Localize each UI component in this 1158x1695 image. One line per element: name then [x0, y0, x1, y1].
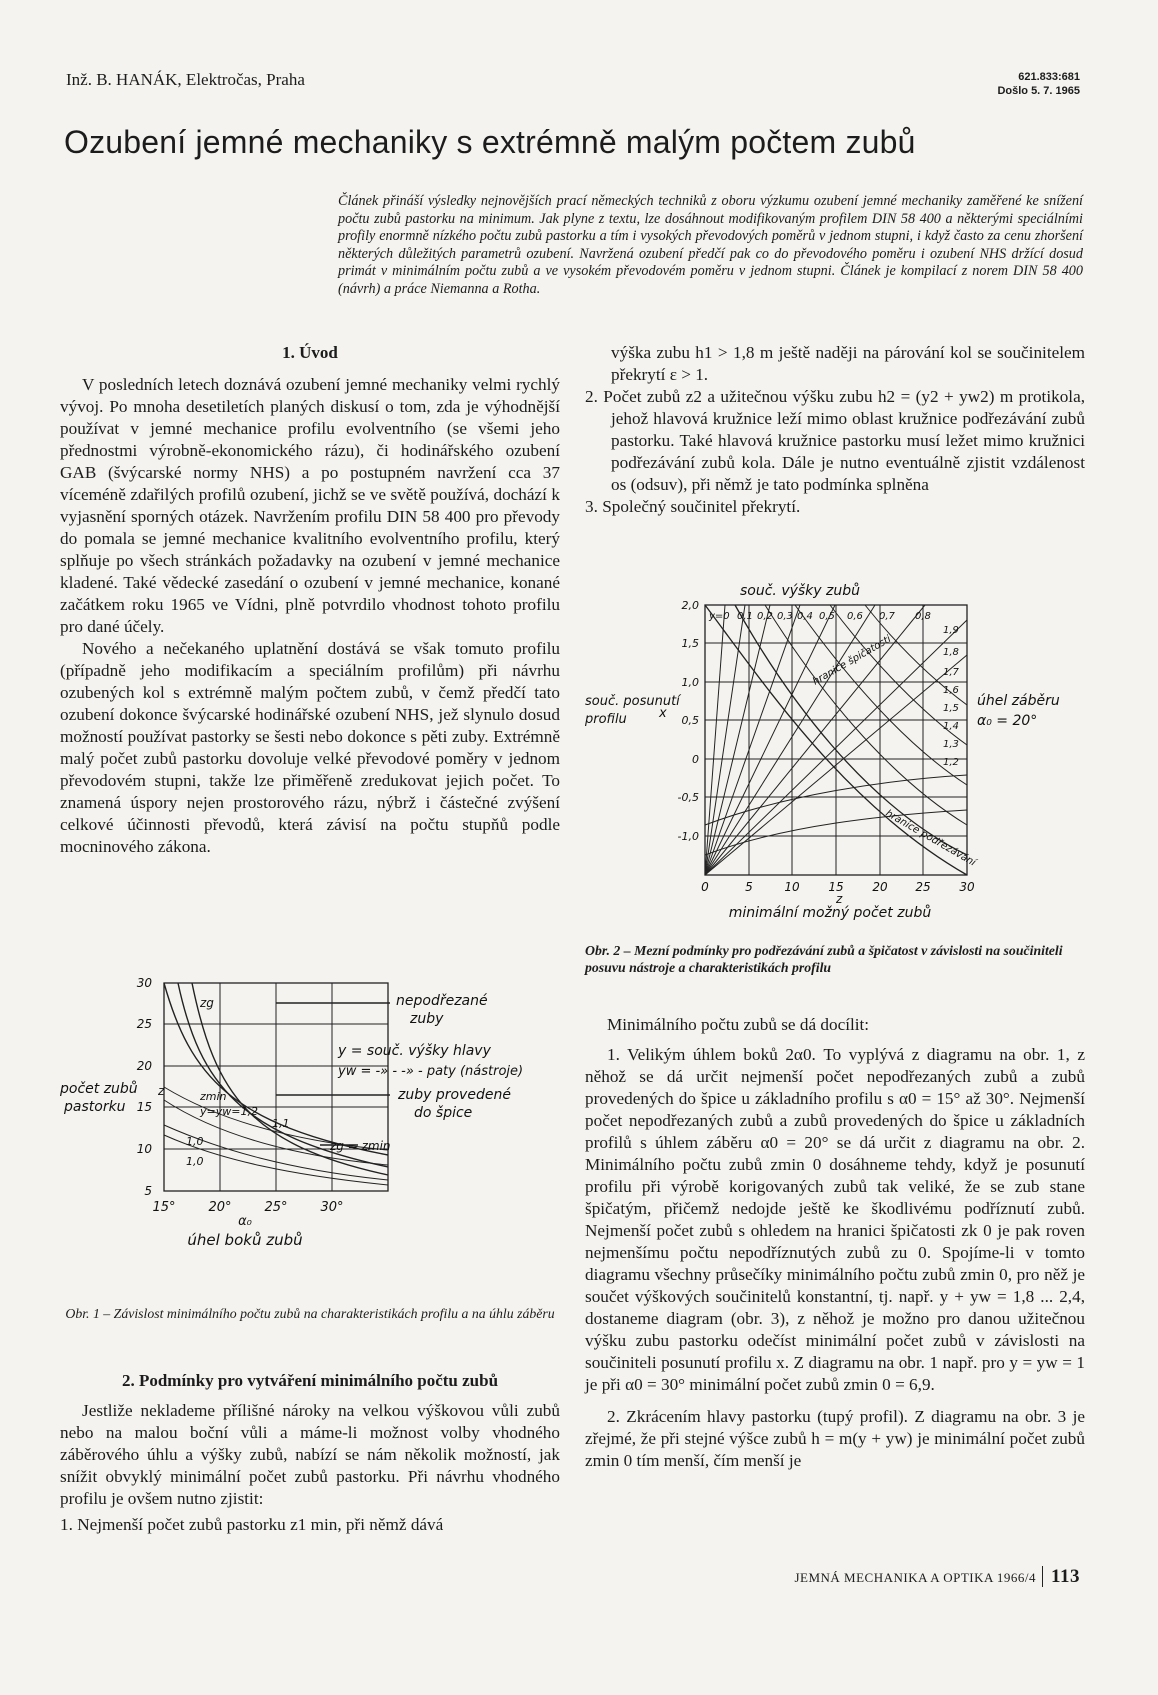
f1-note-y2: yw = -» - -» - paty (nástroje) — [338, 1064, 524, 1079]
section-2-heading: 2. Podmínky pro vytváření minimálního počtu zubů — [121, 1371, 499, 1390]
figure-2 — [585, 575, 1085, 920]
classification-block — [997, 70, 1080, 98]
f1-x-label: úhel boků zubů — [187, 1231, 303, 1249]
f2-xtick-5: 5 — [745, 880, 753, 894]
f2-right-value-4: 1,5 — [943, 703, 959, 714]
f2-ytick-0-5: 0,5 — [681, 714, 699, 727]
f2-y-label-2: profilu — [585, 712, 627, 727]
f2-ytick-neg-0-5: -0,5 — [677, 791, 699, 804]
item-1-continued: výška zubu h1 > 1,8 m ještě naději na párování kol se součinitelem překrytí ε > 1. — [611, 343, 1085, 384]
f2-y-label-1: souč. posunutí — [585, 694, 680, 709]
f2-top-value-7: 0,7 — [879, 611, 895, 622]
f1-ytick-5: 5 — [144, 1184, 152, 1198]
item-2: 2. Počet zubů z2 a užitečnou výšku zubu h2 = (y2 + yw2) m protikola, jehož hlavová kružnice leží mimo oblast kružnice podřezávání zubů pastorku. Také hlavová kružnice pastorku musí ležet mimo kružnici podřezávání zubů kola. Dále je nutno eventuálně zjistit vzdálenost os (odsuv), při němž je tato podmínka splněna — [585, 387, 1085, 494]
f1-curve-label-3: 1,0 — [186, 1155, 204, 1168]
f1-xtick-20: 20° — [208, 1200, 232, 1215]
f1-note-y1: y = souč. výšky hlavy — [338, 1043, 491, 1059]
item-3: 3. Společný součinitel překrytí. — [585, 497, 801, 516]
f1-xtick-15: 15° — [152, 1200, 176, 1215]
f2-top-value-4: 0,4 — [797, 611, 813, 622]
f1-zg: zg — [200, 996, 214, 1010]
section-1-paragraph-1: V posledních letech doznává ozubení jemné mechaniky velmi rychlý vývoj. Po mnoha desetiletích planých diskusí o tom, zda je výhodnější používat v jemné mechanice profilu evolventního (se všemi jeho přednostmi výrobně-ekonomického rázu), či hodinářského ozubení GAB (švýcarské normy NHS) a po postupném navržení cca 37 víceméně zdařilých profilů ozubení, jichž se ve světě používá, dochází k vyjasnění sporných otázek. Navržením profilu DIN 58 400 pro převody do pomala se jemné mechanice kvalitního evolventního profilu, který splňuje po všech stránkách požadavky na ozubení v jemné mechanice kladené. Také vědecké zasedání o ozubení v jemné mechanice, konané začátkem roku 1965 ve Vídni, plně potvrdilo vhodnost tohoto profilu pro dané účely. — [60, 375, 560, 636]
f1-y-label-1: počet zubů — [60, 1081, 138, 1097]
f2-top-value-6: 0,6 — [847, 611, 863, 622]
f1-curve-label-1: 1,1 — [272, 1117, 290, 1130]
f1-note-spice-1: zuby provedené — [398, 1087, 511, 1103]
f1-zg-zmin: zg = zmin — [330, 1139, 391, 1153]
f2-right-value-2: 1,7 — [943, 667, 959, 678]
section-2-paragraph-1: Jestliže neklademe přílišné nároky na velkou výškovou vůli zubů nebo na malou boční vůli a máme-li možnost volby vhodného záběrového úhlu a výšky zubů, nabízí se nám několik možností, jak snížit obvyklý minimální počet zubů pastorku. Při návrhu vhodného profilu je ovšem nutno zjistit: — [60, 1401, 560, 1508]
f1-ytick-30: 30 — [136, 976, 152, 990]
f1-ytick-25: 25 — [136, 1017, 152, 1031]
f1-xtick-30: 30° — [320, 1200, 344, 1215]
method-1: 1. Velikým úhlem boků 2α0. To vyplývá z diagramu na obr. 1, z něhož se dá určit nejmenší počet nepodřezaných zubů a zubů provedených do špice u základního profilu s α0 = 15° až 30°. Nejmenší počet nepodřezaných zubů a zubů provedených do špice u základních profilů s úhlem záběru α0 = 20° se dá určit z diagramu na obr. 2. Minimálního počtu zubů zmin 0 dosáhneme tehdy, když je posunutí profilu při výrobě korigovaných zubů tak veliké, že se zub stane špičatým, přičemž nedojde ještě ke škodlivému podříznutí zubů. Nejmenší počet zubů s ohledem na hranici špičatosti zk 0 je pak roven nejmenšímu počtu nepodříznutých zubů zu 0. Spojíme-li v tomto diagramu všechny průsečíky minimálního počtu zubů zmin 0, pro něž je součet výškových součinitelů konstantní, tj. např. y + yw = 1,8 ... 2,4, dostaneme diagram (obr. 3), z něhož je možno pro danou užitečnou výšku zubu pastorku odečíst minimální počet zubů v závislosti na součiniteli posunutí profilu x. Z diagramu na obr. 1 např. pro y = yw = 1 je při α0 = 30° minimální počet zubů zmin 0 = 6,9. — [585, 1045, 1085, 1394]
f2-right-value-1: 1,8 — [943, 647, 959, 658]
f1-ytick-15: 15 — [136, 1100, 152, 1114]
f2-x-label: minimální možný počet zubů — [728, 905, 932, 920]
figure-2-caption: Obr. 2 – Mezní podmínky pro podřezávání zubů a špičatost v závislosti na součiniteli posuvu nástroje a charakteristikách profilu — [585, 943, 1063, 975]
figure-1-chart — [60, 975, 570, 1280]
section-1-paragraph-2: Nového a nečekaného uplatnění dostává se však tomuto profilu (případně jeho modifikacím a speciálním profilům) při návrhu ozubených kol s extrémně malým počtem zubů, v čemž předčí tato ozubení dokonce švýcarské hodinářské ozubení NHS, jež slynulo dosud možností používat pastorky se šesti nebo dokonce s pěti zuby. Extrémně malý počet zubů pastorku dovoluje velké převodové poměry v jednom převodovém stupni, takže lze přiměřeně zredukovat jejich počet. To znamená úspory nejen prostorového rázu, nýbrž i částečné zvýšení celkové účinnosti převodů, která závisí na počtu stupňů podle mocninového zákona. — [60, 639, 560, 856]
f2-top-label: souč. výšky zubů — [739, 583, 861, 599]
f1-ytick-10: 10 — [136, 1142, 152, 1156]
section-1-heading: 1. Úvod — [282, 343, 338, 362]
f2-xtick-10: 10 — [784, 880, 800, 894]
f2-right-value-3: 1,6 — [943, 685, 959, 696]
f2-top-value-2: 0,2 — [757, 611, 773, 622]
section-2-item-1: 1. Nejmenší počet zubů pastorku z1 min, při němž dává — [60, 1515, 444, 1534]
f2-top-value-3: 0,3 — [777, 611, 793, 622]
f2-top-value-5: 0,5 — [819, 611, 835, 622]
minimal-teeth-methods — [585, 1014, 1085, 1472]
f1-x-symbol: α₀ — [238, 1214, 252, 1229]
f2-hranice-podrezavani: hranice podřezávání — [883, 808, 978, 869]
f2-ytick-neg-1-0: -1,0 — [677, 830, 699, 843]
figure-1 — [60, 975, 570, 1280]
f1-yyw: y=yw=1,2 — [200, 1105, 258, 1118]
f2-ytick-0: 0 — [692, 753, 699, 766]
f2-xtick-0: 0 — [701, 880, 709, 894]
figure-2-chart — [585, 575, 1085, 920]
f2-ytick-1-0: 1,0 — [681, 676, 699, 689]
section-1 — [60, 342, 560, 858]
f2-top-value-8: 0,8 — [915, 611, 931, 622]
f2-right-value-0: 1,9 — [943, 625, 959, 636]
f2-right-value-7: 1,2 — [943, 757, 959, 768]
received-date: Došlo 5. 7. 1965 — [997, 85, 1080, 97]
f2-ytick-2-0: 2,0 — [681, 599, 699, 612]
figure-1-caption: Obr. 1 – Závislost minimálního počtu zubů na charakteristikách profilu a na úhlu záběru — [65, 1306, 555, 1321]
f1-note-nepodrezane-1: nepodřezané — [396, 993, 488, 1009]
f1-ytick-20: 20 — [136, 1059, 152, 1073]
f2-xtick-30: 30 — [959, 880, 975, 894]
author-line: Inž. B. HANÁK, Elektročas, Praha — [66, 70, 305, 89]
f2-right-value-5: 1,4 — [943, 721, 959, 732]
f2-top-value-0: y=0 — [709, 611, 730, 622]
f1-y-symbol: z — [158, 1084, 165, 1098]
f2-top-value-1: 0,1 — [737, 611, 753, 622]
f2-right-value-6: 1,3 — [943, 739, 959, 750]
f2-xtick-15: 15 — [828, 880, 844, 894]
f1-xtick-25: 25° — [264, 1200, 288, 1215]
journal-name: JEMNÁ MECHANIKA A OPTIKA 1966/4 — [794, 1570, 1037, 1585]
conditions-list — [585, 342, 1085, 518]
f1-note-nepodrezane-2: zuby — [410, 1011, 444, 1027]
page-number: 113 — [1042, 1566, 1080, 1587]
article-title: Ozubení jemné mechaniky s extrémně malým počtem zubů — [64, 124, 916, 160]
page-footer — [794, 1566, 1080, 1588]
section-2 — [60, 1370, 560, 1536]
f2-ytick-1-5: 1,5 — [681, 637, 699, 650]
udk-code: 621.833:681 — [1018, 71, 1080, 83]
f1-note-spice-2: do špice — [414, 1105, 473, 1121]
f2-y-symbol: x — [659, 706, 667, 721]
f1-curve-label-2: 1,0 — [186, 1135, 204, 1148]
f2-alpha-label-2: α₀ = 20° — [977, 713, 1038, 729]
f1-zmin: zmin — [200, 1090, 227, 1103]
f1-y-label-2: pastorku — [64, 1099, 126, 1115]
f2-hranice-spicatosti: hranice špičatosti — [811, 633, 894, 688]
methods-intro: Minimálního počtu zubů se dá docílit: — [607, 1015, 870, 1034]
method-2: 2. Zkrácením hlavy pastorku (tupý profil). Z diagramu na obr. 3 je zřejmé, že při stejné výšce zubů h = m(y + yw) je minimální počet zubů zmin 0 tím menší, čím menší je — [585, 1407, 1085, 1470]
abstract: Článek přináší výsledky nejnovějších prací německých techniků z oboru výzkumu ozubení jemné mechaniky zaměřené ke snížení počtu zubů pastorku na minimum. Jak plyne z textu, lze dosáhnout modifikovaným profilem DIN 58 400 a některými speciálními profily enormně nízkého počtu zubů pastorku a tím i vysokých převodových poměrů v jednom stupni, i když často za cenu zhoršení některých důležitých parametrů ozubení. Navržená ozubení předčí pak co do převodového poměru i ozubení NHS držící dosud primát v minimálním počtu zubů a ve vysokém převodovém poměru v jednom stupni. Článek je kompilací z norem DIN 58 400 (návrh) a práce Niemanna a Rotha. — [338, 193, 1083, 297]
f2-alpha-label-1: úhel záběru — [977, 693, 1060, 709]
f2-xtick-25: 25 — [915, 880, 931, 894]
f2-x-symbol: z — [836, 892, 843, 906]
f2-xtick-20: 20 — [872, 880, 888, 894]
